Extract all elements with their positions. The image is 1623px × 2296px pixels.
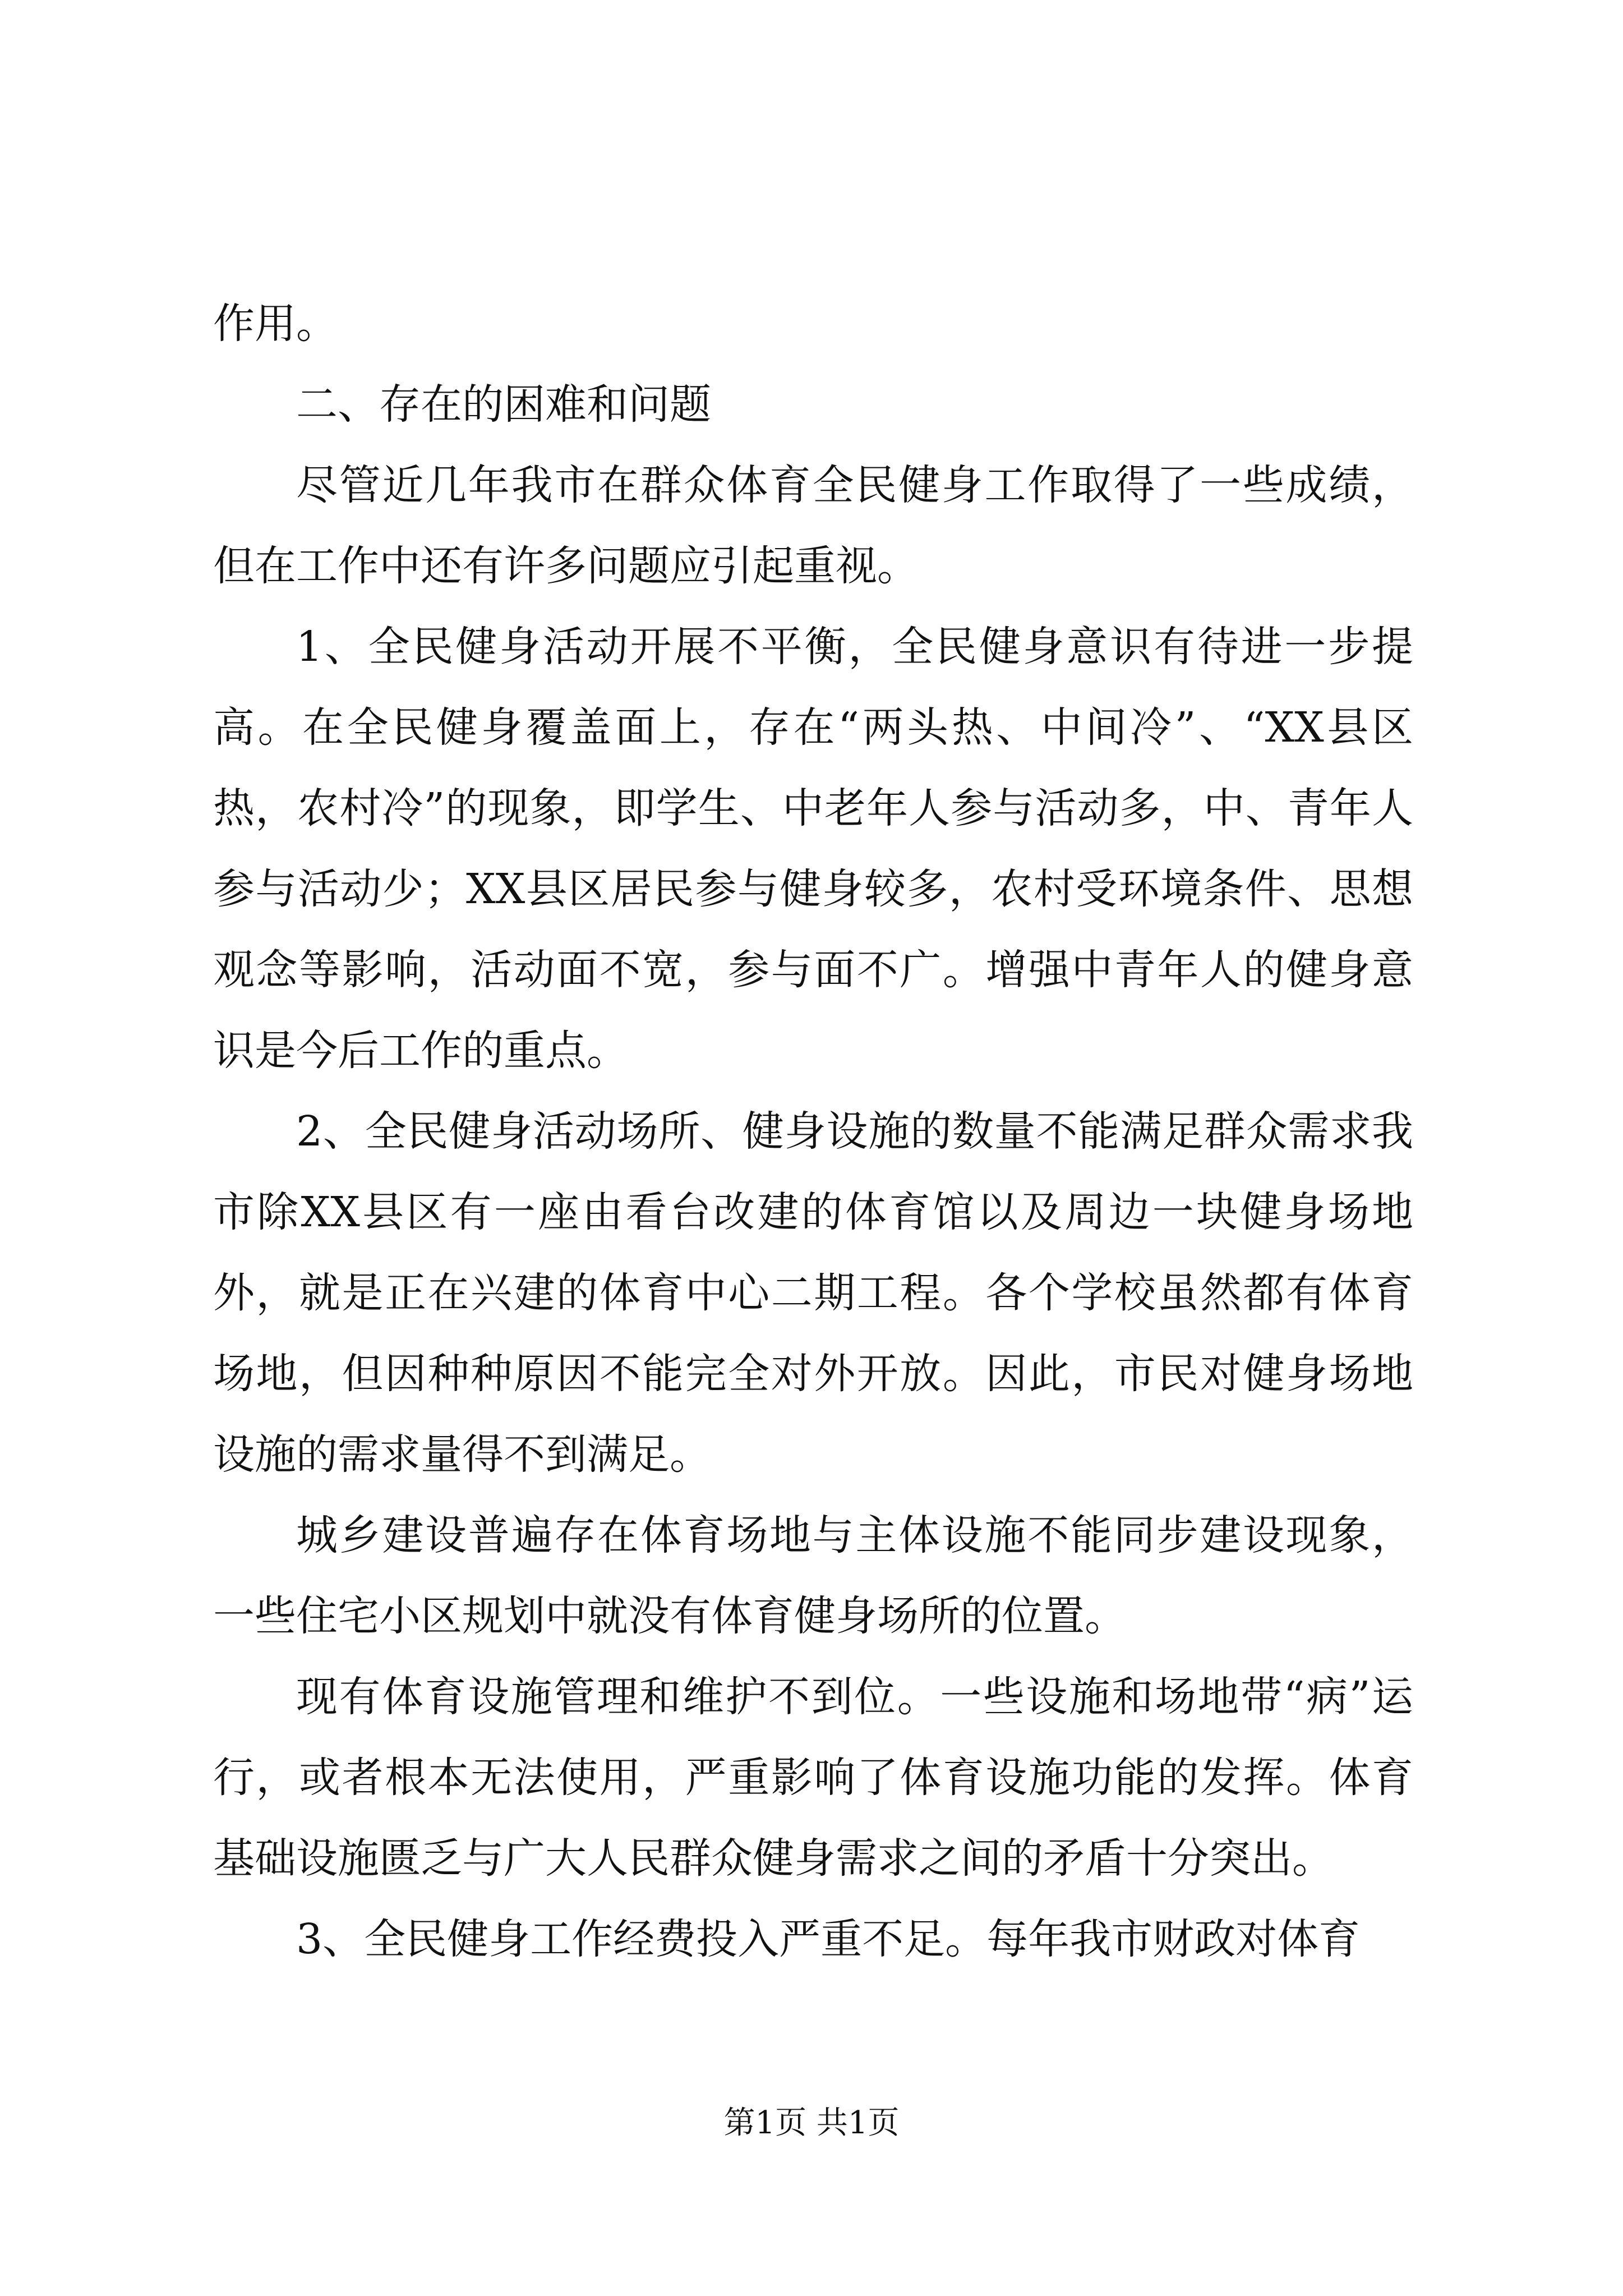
section-heading: 二、存在的困难和问题 [296,380,711,429]
document-body [213,283,1413,1980]
paragraph-urban-construction: 城乡建设普遍存在体育场地与主体设施不能同步建设现象，一些住宅小区规划中就没有体育健身场所的位置。 [213,1511,1413,1640]
paragraph-continuation: 作用。 [213,300,338,348]
paragraph-item-1: 1、全民健身活动开展不平衡，全民健身意识有待进一步提高。在全民健身覆盖面上，存在“两头热、中间冷”、“XX县区热，农村冷”的现象，即学生、中老年人参与活动多，中、青年人参与活动少；XX县区居民参与健身较多，农村受环境条件、思想观念等影响，活动面不宽，参与面不广。增强中青年人的健身意识是今后工作的重点。 [213,623,1413,1075]
paragraph-item-2: 2、全民健身活动场所、健身设施的数量不能满足群众需求我市除XX县区有一座由看台改建的体育馆以及周边一块健身场地外，就是正在兴建的体育中心二期工程。各个学校虽然都有体育场地，但因种种原因不能完全对外开放。因此，市民对健身场地设施的需求量得不到满足。 [213,1107,1413,1479]
paragraph-intro: 尽管近几年我市在群众体育全民健身工作取得了一些成绩，但在工作中还有许多问题应引起重视。 [213,461,1413,590]
paragraph-item-3: 3、全民健身工作经费投入严重不足。每年我市财政对体育 [296,1915,1361,1963]
page-number-footer: 第1页 共1页 [723,2105,900,2141]
paragraph-facility-maintenance: 现有体育设施管理和维护不到位。一些设施和场地带“病”运行，或者根本无法使用，严重影响了体育设施功能的发挥。体育基础设施匮乏与广大人民群众健身需求之间的矛盾十分突出。 [213,1673,1413,1883]
